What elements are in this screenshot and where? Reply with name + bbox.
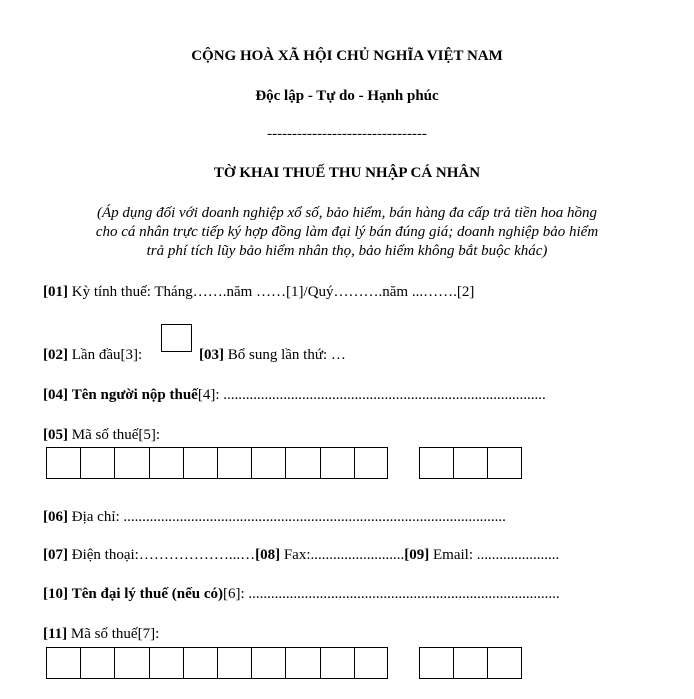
email-text[interactable]: Email: ...................... [433,547,560,563]
field-first-time [43,346,142,364]
field-code: [02] [43,347,68,363]
fax-text[interactable]: Fax:......................... [283,547,405,563]
field-text[interactable]: Bổ sung lần thứ: … [227,347,346,363]
field-code: [03] [199,347,224,363]
tax-code-cell[interactable] [114,447,148,479]
agent-tax-code-cell[interactable] [285,647,319,679]
tax-code-cell[interactable] [354,447,388,479]
field-code: [07] [43,547,68,563]
tax-code-cell[interactable] [251,447,285,479]
field-label: Tên đại lý thuế (nếu có) [71,586,224,602]
agent-tax-code-cell[interactable] [149,647,183,679]
tax-code-cell[interactable] [285,447,319,479]
field-code: [09] [404,547,430,563]
form-note-line-3: trả phí tích lũy bảo hiểm nhân thọ, bảo hiểm không bắt buộc khác) [146,243,548,259]
field-code: [01] [43,284,68,300]
field-address [43,508,506,526]
field-tax-period [43,283,474,301]
field-text: Mã số thuế[7]: [70,626,160,642]
field-code: [05] [43,427,68,443]
tax-code-grid[interactable] [46,447,388,479]
agent-tax-code-cell[interactable] [114,647,148,679]
motto: Độc lập - Tự do - Hạnh phúc [255,88,439,104]
agent-tax-code-suffix-grid[interactable] [419,647,522,679]
header-divider: -------------------------------- [267,126,427,142]
agent-tax-code-cell[interactable] [251,647,285,679]
field-taxpayer-name [43,386,546,404]
nation-header: CỘNG HOÀ XÃ HỘI CHỦ NGHĨA VIỆT NAM [191,48,503,64]
form-title: TỜ KHAI THUẾ THU NHẬP CÁ NHÂN [213,165,481,181]
agent-tax-code-suffix-cell[interactable] [453,647,487,679]
field-text[interactable]: Địa chỉ: ...................................................................................................... [71,509,506,525]
field-text[interactable]: [6]: ................................................................................... [223,586,560,602]
tax-code-cell[interactable] [320,447,354,479]
first-time-checkbox[interactable] [161,324,192,352]
agent-tax-code-suffix-cell[interactable] [419,647,453,679]
agent-tax-code-cell[interactable] [80,647,114,679]
field-agent-tax-code [43,625,159,643]
field-code: [04] [43,387,68,403]
field-supplement [199,346,346,364]
agent-tax-code-cell[interactable] [217,647,251,679]
field-code: [08] [255,547,281,563]
agent-tax-code-cell[interactable] [320,647,354,679]
agent-tax-code-grid[interactable] [46,647,388,679]
field-code: [06] [43,509,68,525]
agent-tax-code-cell[interactable] [46,647,80,679]
tax-code-suffix-cell[interactable] [487,447,521,479]
field-text: Lần đầu[3]: [71,347,143,363]
agent-tax-code-suffix-cell[interactable] [487,647,521,679]
field-tax-agent-name [43,585,560,603]
field-text: Mã số thuế[5]: [71,427,161,443]
field-contact [43,546,559,564]
form-note-line-2: cho cá nhân trực tiếp ký hợp đồng làm đại lý bán đúng giá; doanh nghiệp bảo hiểm [95,224,599,240]
tax-code-suffix-cell[interactable] [419,447,453,479]
field-label: Tên người nộp thuế [71,387,198,403]
field-code: [11] [43,626,68,642]
tax-code-cell[interactable] [80,447,114,479]
tax-code-cell[interactable] [149,447,183,479]
tax-code-cell[interactable] [46,447,80,479]
phone-text[interactable]: Điện thoại:………………...… [71,547,256,563]
tax-code-suffix-cell[interactable] [453,447,487,479]
agent-tax-code-cell[interactable] [183,647,217,679]
field-code: [10] [43,586,68,602]
field-text[interactable]: Kỳ tính thuế: Tháng…….năm ……[1]/Quý……….năm ...…….[2] [71,284,475,300]
agent-tax-code-cell[interactable] [354,647,388,679]
tax-code-cell[interactable] [183,447,217,479]
field-tax-code [43,426,160,444]
form-note-line-1: (Áp dụng đối với doanh nghiệp xổ số, bảo hiểm, bán hàng đa cấp trả tiền hoa hồng [96,205,598,221]
tax-code-cell[interactable] [217,447,251,479]
field-text[interactable]: [4]: ...................................................................................... [197,387,546,403]
tax-code-suffix-grid[interactable] [419,447,522,479]
